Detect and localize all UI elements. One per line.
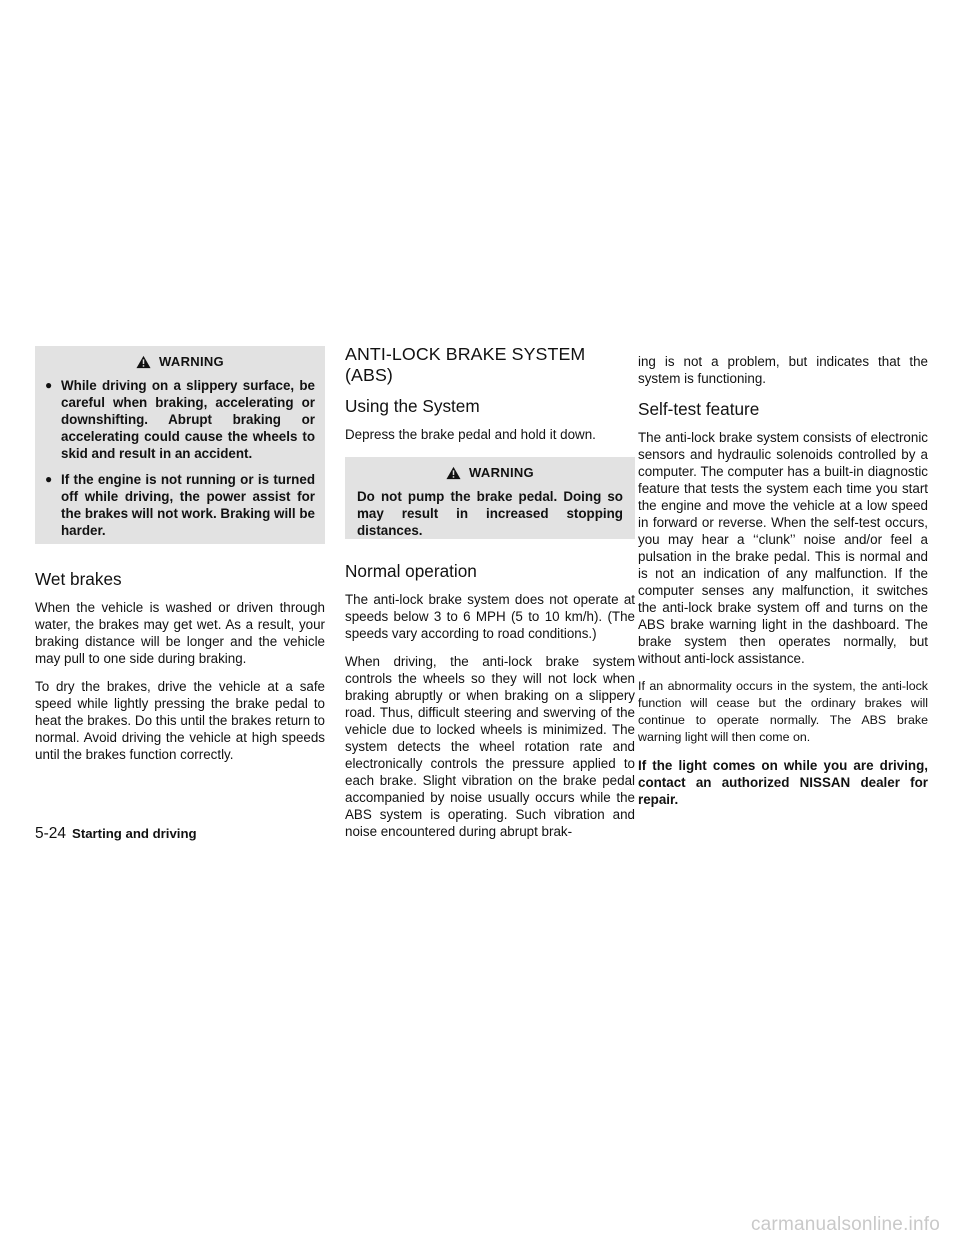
heading-wet-brakes: Wet brakes — [35, 569, 122, 589]
chapter-title: Starting and driving — [72, 826, 197, 841]
column-left — [35, 346, 325, 774]
warning-text: Do not pump the brake pedal. Doing so may result in increased stopping distances. — [357, 489, 623, 538]
warning-box-pump — [345, 457, 635, 539]
paragraph-small: If an abnormality occurs in the system, the anti-lock function will cease but the ordinary brakes will continue to operate normally. The ABS brake warning light will then come on. — [638, 679, 928, 744]
paragraph: The anti-lock brake system does not operate at speeds below 3 to 6 MPH (5 to 10 km/h). (The speeds vary according to road conditions.) — [345, 592, 635, 641]
warning-triangle-icon — [136, 355, 151, 369]
column-right — [638, 353, 928, 819]
bullet-icon: ● — [45, 378, 53, 392]
page-footer — [35, 825, 197, 843]
paragraph: When driving, the anti-lock brake system controls the wheels so they will not lock when braking abruptly or when braking on a slippery road. Thus, difficult steering and swerving of the vehicle due to locked wheels is minimized. The system detects the wheel rotation rate and electronically controls the pressure applied to each brake. Slight vibration on the brake pedal accompanied by noise usually occurs while the ABS system is operating. Such vibration and noise encountered during abrupt brak- — [345, 654, 635, 839]
paragraph-continuation: ing is not a problem, but indicates that the system is functioning. — [638, 354, 928, 386]
section-title: ANTI-LOCK BRAKE SYSTEM (ABS) — [345, 344, 586, 385]
warning-triangle-icon — [446, 466, 461, 480]
paragraph: The anti-lock brake system consists of electronic sensors and hydraulic solenoids controlled by a computer. The computer has a built-in diagnostic feature that tests the system each time you start the engine and move the vehicle at a low speed in forward or reverse. When the self-test occurs, you may hear a ‘‘clunk’’ noise and/or feel a pulsation in the brake pedal. This is normal and is not an indication of any malfunction. If the computer senses any malfunction, it switches the anti-lock brake system off and turns on the ABS brake warning light in the dashboard. The brake system then operates normally, but without anti-lock assistance. — [638, 430, 928, 666]
warning-label: WARNING — [159, 354, 224, 369]
bullet-icon: ● — [45, 472, 53, 486]
warning-header — [355, 465, 625, 480]
paragraph: To dry the brakes, drive the vehicle at a safe speed while lightly pressing the brake pedal to heat the brakes. Do this until the brakes return to normal. Avoid driving the vehicle at high speeds until the brakes function correctly. — [35, 679, 325, 762]
heading-self-test: Self-test feature — [638, 399, 760, 419]
watermark: carmanualsonline.info — [750, 1214, 940, 1235]
warning-item: ● If the engine is not running or is turned off while driving, the power assist for the brakes will not work. Braking will be harder. — [45, 472, 315, 538]
page-number: 5-24 — [35, 825, 67, 842]
column-middle — [345, 344, 635, 851]
warning-label: WARNING — [469, 465, 534, 480]
paragraph-bold: If the light comes on while you are driving, contact an authorized NISSAN dealer for repair. — [638, 758, 928, 807]
paragraph: When the vehicle is washed or driven through water, the brakes may get wet. As a result, your braking distance will be longer and the vehicle may pull to one side during braking. — [35, 600, 325, 666]
heading-normal-operation: Normal operation — [345, 561, 477, 581]
heading-using-system: Using the System — [345, 396, 480, 416]
warning-item: ● While driving on a slippery surface, be careful when braking, accelerating or downshifting. Abrupt braking or accelerating could cause the wheels to skid and result in an accident. — [45, 378, 315, 461]
paragraph: Depress the brake pedal and hold it down. — [345, 427, 596, 442]
warning-box-braking — [35, 346, 325, 544]
warning-header — [45, 354, 315, 369]
